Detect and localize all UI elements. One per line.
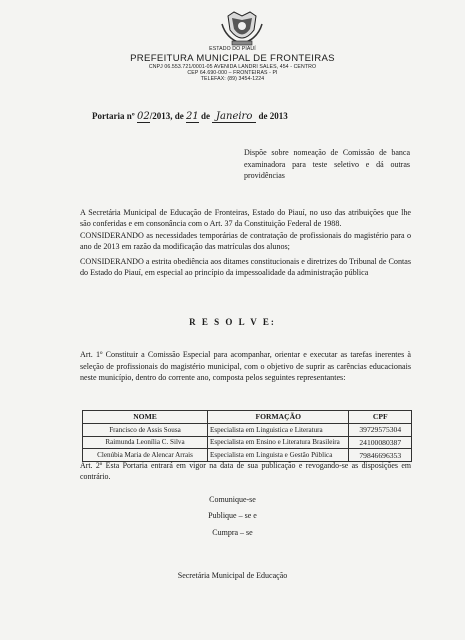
preamble-p3-text: a estrita obediência aos ditames constitucionais e diretrizes do Tribunal de Contas do Estado do Piauí, em especial ao princípio da impessoalidade da administração pública xyxy=(80,257,411,278)
preamble-p3 xyxy=(80,256,411,279)
header-state: ESTADO DO PIAUÍ xyxy=(209,46,256,52)
header-cnpj: CNPJ 06.553.721/0001-05 AVENIDA LANDRI SALES, 454 - CENTRO xyxy=(148,64,317,70)
header-cep: CEP 64.690-000 – FRONTEIRAS - PI xyxy=(187,70,278,76)
header-title: PREFEITURA MUNICIPAL DE FRONTEIRAS xyxy=(130,53,335,64)
portaria-year: /2013, de xyxy=(149,111,184,121)
representatives-table xyxy=(82,410,412,462)
header-phone: TELEFAX: (89) 3454-1224 xyxy=(200,76,265,82)
row-formacao: Especialista em Linguista e Gestão Pública xyxy=(208,449,349,462)
header-nome: NOME xyxy=(83,411,208,424)
closing-line-3: Cumpra – se xyxy=(212,528,253,537)
row-cpf: 24100080387 xyxy=(349,436,412,449)
header-formacao: FORMAÇÃO xyxy=(208,411,349,424)
signature-title: Secretária Municipal de Educação xyxy=(177,571,288,580)
row-nome: Francisco de Assis Sousa xyxy=(83,423,208,436)
portaria-de: de xyxy=(200,111,210,121)
row-cpf: 39729575304 xyxy=(349,423,412,436)
row-nome: Clenúbia Maria de Alencar Arrais xyxy=(83,449,208,462)
municipal-crest-icon xyxy=(220,10,264,48)
preamble-p2 xyxy=(80,230,411,253)
closing-line-2: Publique – se e xyxy=(208,511,257,520)
row-formacao: Especialista em Ensino e Literatura Brasileira xyxy=(208,436,349,449)
ementa: Dispõe sobre nomeação de Comissão de banca examinadora para teste seletivo e dá outras providências xyxy=(244,148,410,180)
preamble-p2-text: as necessidades temporárias de contratação de profissionais do magistério para o ano de 2013 em razão da modificação das matrículas dos alunos; xyxy=(80,231,411,252)
table-row xyxy=(83,436,412,449)
preamble-p1: A Secretária Municipal de Educação de Fronteiras, Estado do Piauí, no uso das atribuições que lhe são conferidas e em consonância com o Art. 37 da Constituição Federal de 1988. xyxy=(80,208,411,229)
table-row xyxy=(83,423,412,436)
considerando-keyword: CONSIDERANDO xyxy=(80,231,144,240)
row-formacao: Especialista em Linguistica e Literatura xyxy=(208,423,349,436)
table-header-row xyxy=(83,411,412,424)
portaria-prefix: Portaria nº xyxy=(92,111,135,121)
portaria-line xyxy=(92,111,288,123)
article-1: Art. 1º Constituir a Comissão Especial para acompanhar, orientar e executar as tarefas inerentes à seleção de profissionais do magistério municipal, com o objetivo de suprir as carências educacionais neste município, dentro do corrente ano, composta pelos seguintes representantes: xyxy=(80,350,411,383)
closing-line-1: Comunique-se xyxy=(209,495,256,504)
row-nome: Raimunda Leonília C. Silva xyxy=(83,436,208,449)
resolve-heading: R E S O L V E: xyxy=(189,317,276,327)
article-2: Art. 2º Esta Portaria entrará em vigor na data de sua publicação e revogando-se as disposições em contrário. xyxy=(80,461,411,482)
portaria-number: 02 xyxy=(136,111,150,122)
header-cpf: CPF xyxy=(349,411,412,424)
row-cpf: 79846696353 xyxy=(349,449,412,462)
considerando-keyword: CONSIDERANDO xyxy=(80,257,144,266)
portaria-month: Janeiro xyxy=(212,111,256,123)
portaria-year-end: de 2013 xyxy=(258,111,288,121)
portaria-day: 21 xyxy=(185,111,199,122)
